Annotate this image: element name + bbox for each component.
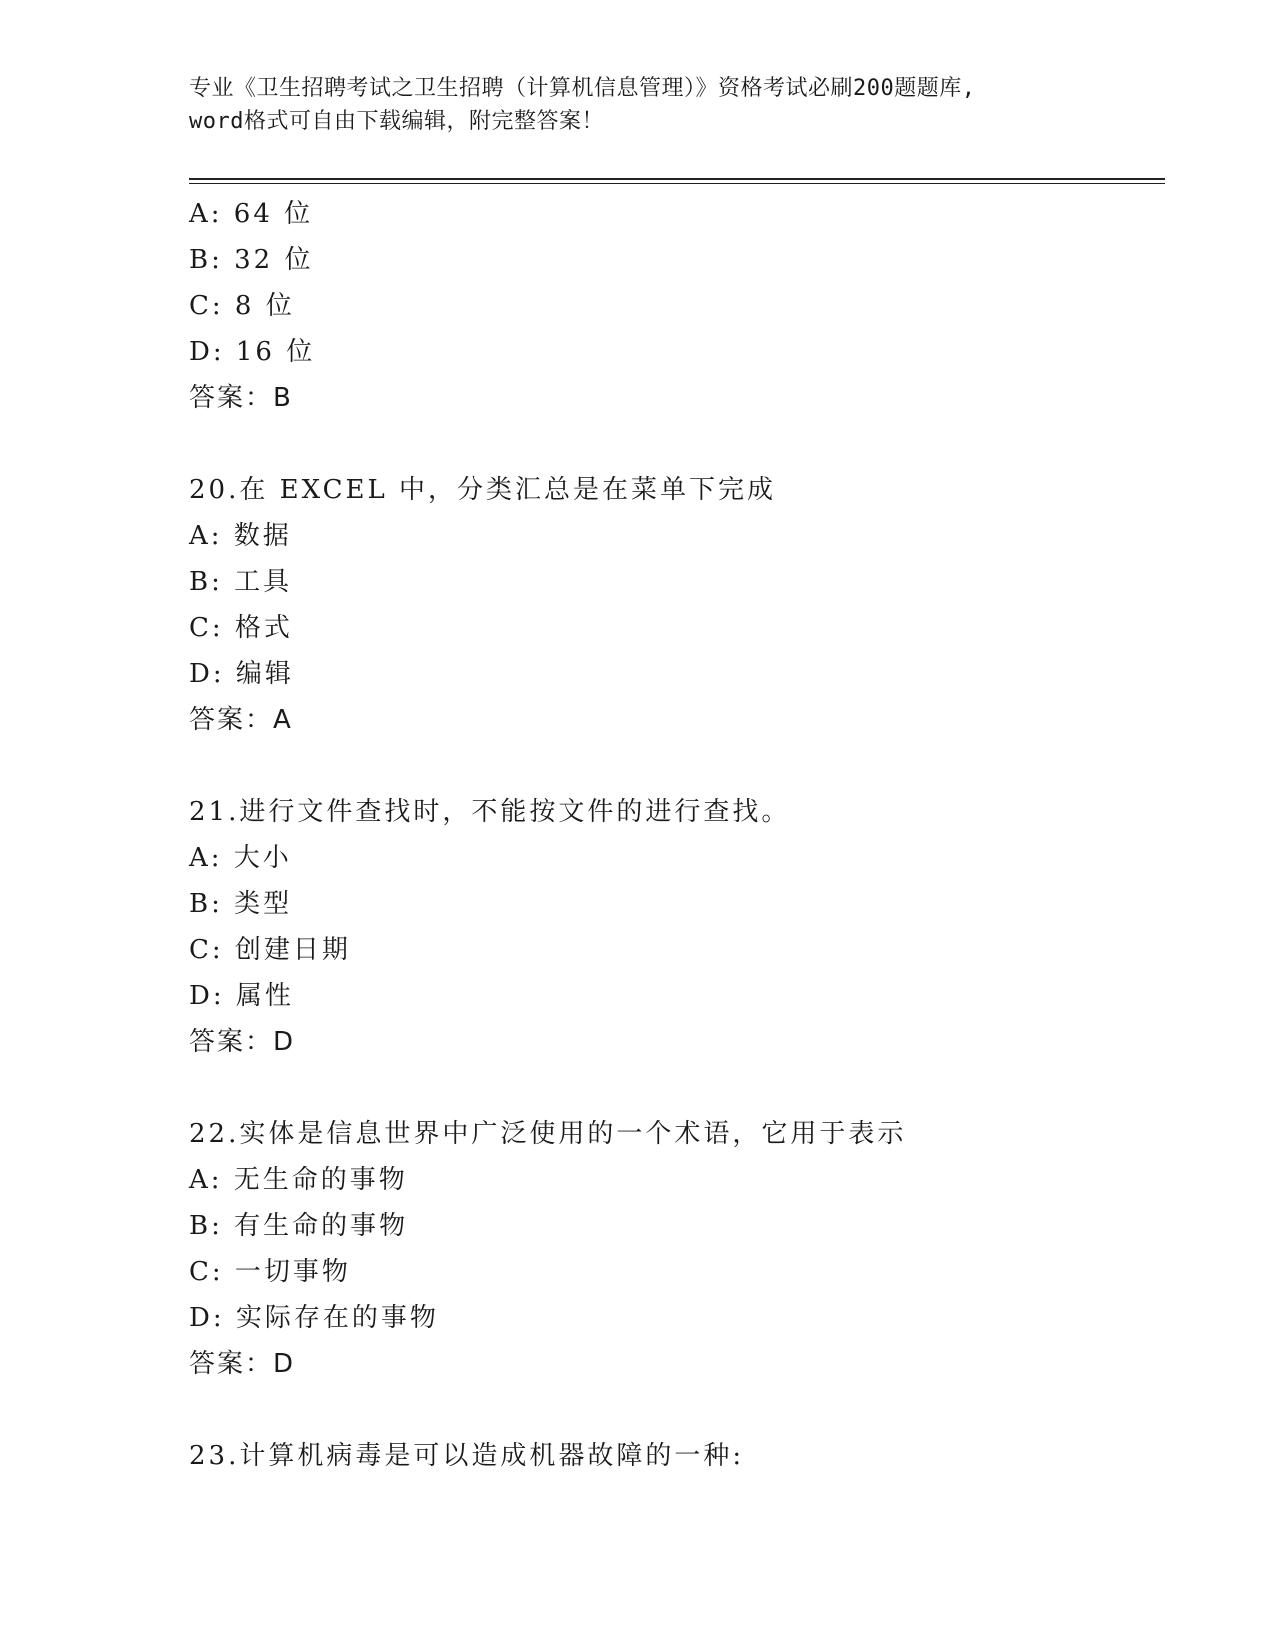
option-d: D: 实际存在的事物 (189, 1303, 439, 1333)
header-title-line-1: 专业《卫生招聘考试之卫生招聘（计算机信息管理）》资格考试必刷200题题库, (189, 76, 976, 101)
question-block-19 (189, 191, 1165, 421)
answer-line: 答案：A (189, 705, 293, 735)
option-c: C: 创建日期 (189, 935, 351, 965)
option-a: A: 大小 (189, 843, 292, 873)
question-block-21 (189, 789, 1165, 1065)
question-text: 20.在 EXCEL 中，分类汇总是在菜单下完成 (189, 475, 777, 505)
question-list (189, 191, 1165, 1479)
question-spacer (189, 1065, 1165, 1111)
header-divider-thick (189, 178, 1165, 180)
option-b: B: 类型 (189, 889, 293, 919)
question-spacer (189, 743, 1165, 789)
question-spacer (189, 1387, 1165, 1433)
answer-line: 答案：D (189, 1349, 296, 1379)
option-a: A: 无生命的事物 (189, 1165, 408, 1195)
option-c: C: 格式 (189, 613, 293, 643)
option-b: B: 有生命的事物 (189, 1211, 409, 1241)
header-title-line-2: word格式可自由下载编辑，附完整答案！ (189, 109, 604, 134)
question-spacer (189, 421, 1165, 467)
question-block-22 (189, 1111, 1165, 1387)
option-c: C: 一切事物 (189, 1257, 351, 1287)
question-block-20 (189, 467, 1165, 743)
option-d: D: 16 位 (189, 337, 316, 367)
question-text: 21.进行文件查找时，不能按文件的进行查找。 (189, 797, 791, 827)
answer-line: 答案：D (189, 1027, 296, 1057)
option-d: D: 属性 (189, 981, 294, 1011)
answer-line: 答案：B (189, 383, 293, 413)
question-text: 22.实体是信息世界中广泛使用的一个术语，它用于表示 (189, 1119, 907, 1149)
question-text: 23.计算机病毒是可以造成机器故障的一种: (189, 1441, 745, 1471)
page-header (189, 72, 1089, 138)
option-d: D: 编辑 (189, 659, 294, 689)
question-block-23 (189, 1433, 1165, 1479)
option-b: B: 工具 (189, 567, 293, 597)
header-divider-thin (189, 183, 1165, 184)
option-c: C: 8 位 (189, 291, 295, 321)
option-a: A: 数据 (189, 521, 292, 551)
option-b: B: 32 位 (189, 245, 314, 275)
option-a: A: 64 位 (189, 199, 314, 229)
